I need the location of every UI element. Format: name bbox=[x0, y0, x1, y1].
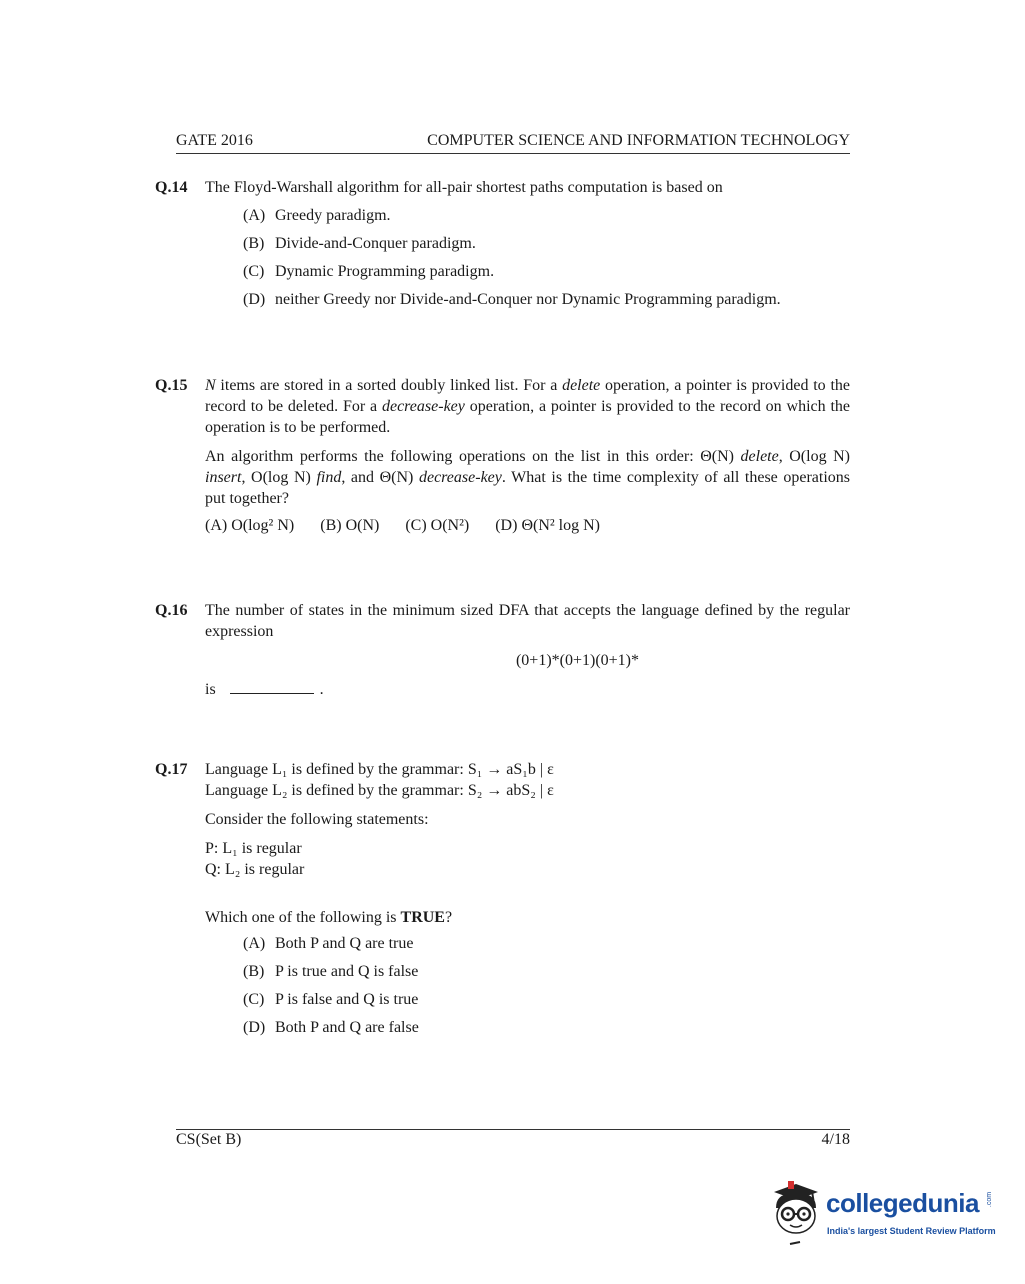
footer-page-number: 4/18 bbox=[821, 1131, 850, 1148]
question-17 bbox=[155, 759, 850, 1042]
question-number: Q.16 bbox=[155, 602, 188, 619]
logo-tagline: India's largest Student Review Platform bbox=[827, 1226, 996, 1236]
question-number: Q.17 bbox=[155, 761, 188, 778]
question-number: Q.14 bbox=[155, 179, 188, 196]
question-16 bbox=[155, 600, 850, 700]
option-d: (D) Θ(N² log N) bbox=[495, 517, 600, 534]
option-d: (D) Both P and Q are false bbox=[243, 1019, 419, 1036]
option-b: (B) O(N) bbox=[320, 517, 380, 534]
question-text: The number of states in the minimum sized DFA that accepts the language defined by the regular expression bbox=[205, 602, 850, 640]
question-15 bbox=[155, 375, 850, 536]
answer-line: is . bbox=[205, 681, 324, 698]
option-a: (A) Greedy paradigm. bbox=[243, 207, 391, 224]
header-exam-title: GATE 2016 bbox=[176, 132, 253, 149]
option-c: (C) Dynamic Programming paradigm. bbox=[243, 263, 495, 280]
option-d: (D) neither Greedy nor Divide-and-Conquer nor Dynamic Programming paradigm. bbox=[243, 291, 781, 308]
statement-p: P: L₁ is regular bbox=[205, 840, 302, 857]
language-l1: Language L₁ is defined by the grammar: S₁ → aS₁b | ε bbox=[205, 761, 554, 778]
option-c: (C) P is false and Q is true bbox=[243, 991, 419, 1008]
question-paragraph-2: An algorithm performs the following operations on the list in this order: Θ(N) delete, O(log N) insert, O(log N) find, and Θ(N) decrease-key. What is the time complexity of all these operations put together? bbox=[205, 448, 851, 507]
question-number: Q.15 bbox=[155, 377, 188, 394]
logo-domain-suffix: .com bbox=[986, 1191, 994, 1208]
answer-blank bbox=[230, 679, 314, 694]
question-14 bbox=[155, 177, 850, 314]
footer-set: CS(Set B) bbox=[176, 1131, 242, 1148]
option-a: (A) Both P and Q are true bbox=[243, 935, 414, 952]
language-l2: Language L₂ is defined by the grammar: S₂ → abS₂ | ε bbox=[205, 782, 554, 799]
regular-expression: (0+1)*(0+1)(0+1)* bbox=[515, 652, 640, 669]
question-paragraph-1: N items are stored in a sorted doubly linked list. For a delete operation, a pointer is provided to the record to be deleted. For a decrease-key operation, a pointer is provided to the record on which the operation is to be performed. bbox=[205, 377, 850, 436]
option-c: (C) O(N²) bbox=[405, 517, 470, 534]
statement-q: Q: L₂ is regular bbox=[205, 861, 305, 878]
header-subject: COMPUTER SCIENCE AND INFORMATION TECHNOLOGY bbox=[427, 132, 850, 149]
footer-rule bbox=[176, 1129, 850, 1130]
option-b: (B) P is true and Q is false bbox=[243, 963, 419, 980]
option-a: (A) O(log² N) bbox=[205, 517, 295, 534]
question-text: The Floyd-Warshall algorithm for all-pair shortest paths computation is based on bbox=[205, 179, 723, 196]
logo-wordmark: collegedunia bbox=[826, 1188, 979, 1218]
which-text: Which one of the following is TRUE? bbox=[205, 909, 453, 926]
header-rule bbox=[176, 153, 850, 154]
collegedunia-mascot-icon bbox=[766, 1178, 826, 1250]
consider-text: Consider the following statements: bbox=[205, 811, 429, 828]
option-b: (B) Divide-and-Conquer paradigm. bbox=[243, 235, 476, 252]
options-row bbox=[205, 515, 850, 536]
